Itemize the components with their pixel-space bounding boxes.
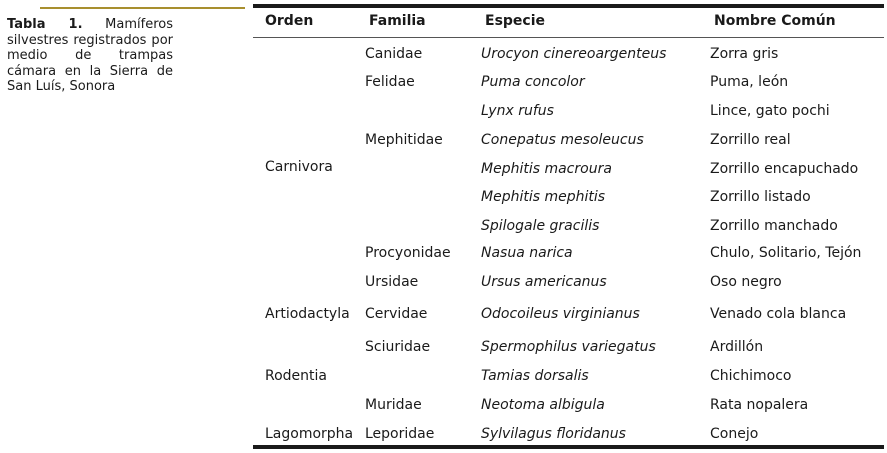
especie-cell: Lynx rufus xyxy=(481,103,554,119)
nombre-comun-cell: Zorrillo manchado xyxy=(710,218,838,234)
nombre-comun-cell: Rata nopalera xyxy=(710,397,809,413)
nombre-comun-cell: Zorrillo listado xyxy=(710,189,811,205)
especie-cell: Neotoma albigula xyxy=(481,397,605,413)
especie-cell: Spermophilus variegatus xyxy=(481,339,656,355)
orden-cell: Artiodactyla xyxy=(265,306,350,322)
especie-cell: Spilogale gracilis xyxy=(481,218,600,234)
orden-cell: Carnivora xyxy=(265,159,333,175)
especie-cell: Tamias dorsalis xyxy=(481,368,589,384)
nombre-comun-cell: Lince, gato pochi xyxy=(710,103,830,119)
header-especie: Especie xyxy=(485,13,546,29)
nombre-comun-cell: Oso negro xyxy=(710,274,782,290)
nombre-comun-cell: Ardillón xyxy=(710,339,764,355)
orden-cell: Rodentia xyxy=(265,368,327,384)
table-top-rule xyxy=(253,4,884,8)
familia-cell: Cervidae xyxy=(365,306,428,322)
table-caption xyxy=(7,17,173,95)
especie-cell: Urocyon cinereoargenteus xyxy=(481,46,667,62)
familia-cell: Canidae xyxy=(365,46,423,62)
nombre-comun-cell: Venado cola blanca xyxy=(710,306,847,322)
familia-cell: Mephitidae xyxy=(365,132,443,148)
familia-cell: Leporidae xyxy=(365,426,435,442)
header-rule xyxy=(253,37,884,38)
especie-cell: Puma concolor xyxy=(481,74,585,90)
nombre-comun-cell: Zorrillo real xyxy=(710,132,791,148)
nombre-comun-cell: Zorra gris xyxy=(710,46,779,62)
especie-cell: Odocoileus virginianus xyxy=(481,306,640,322)
especie-cell: Mephitis macroura xyxy=(481,161,612,177)
caption-text: Mamíferos silvestres registrados por medio de trampas cámara en la Sierra de San Luís, Sonora xyxy=(7,17,173,95)
especie-cell: Ursus americanus xyxy=(481,274,607,290)
familia-cell: Procyonidae xyxy=(365,245,451,261)
familia-cell: Muridae xyxy=(365,397,422,413)
familia-cell: Ursidae xyxy=(365,274,419,290)
nombre-comun-cell: Chulo, Solitario, Tejón xyxy=(710,245,862,261)
header-familia: Familia xyxy=(369,13,426,29)
header-orden: Orden xyxy=(265,13,314,29)
familia-cell: Sciuridae xyxy=(365,339,431,355)
caption-top-rule xyxy=(40,7,245,9)
especie-cell: Conepatus mesoleucus xyxy=(481,132,644,148)
familia-cell: Felidae xyxy=(365,74,415,90)
caption-label: Tabla 1. xyxy=(7,17,83,32)
nombre-comun-cell: Zorrillo encapuchado xyxy=(710,161,859,177)
especie-cell: Sylvilagus floridanus xyxy=(481,426,626,442)
especie-cell: Nasua narica xyxy=(481,245,573,261)
nombre-comun-cell: Conejo xyxy=(710,426,759,442)
table-bottom-rule xyxy=(253,445,884,449)
orden-cell: Lagomorpha xyxy=(265,426,354,442)
header-nombre-comun: Nombre Común xyxy=(714,13,836,29)
nombre-comun-cell: Puma, león xyxy=(710,74,789,90)
nombre-comun-cell: Chichimoco xyxy=(710,368,792,384)
especie-cell: Mephitis mephitis xyxy=(481,189,606,205)
